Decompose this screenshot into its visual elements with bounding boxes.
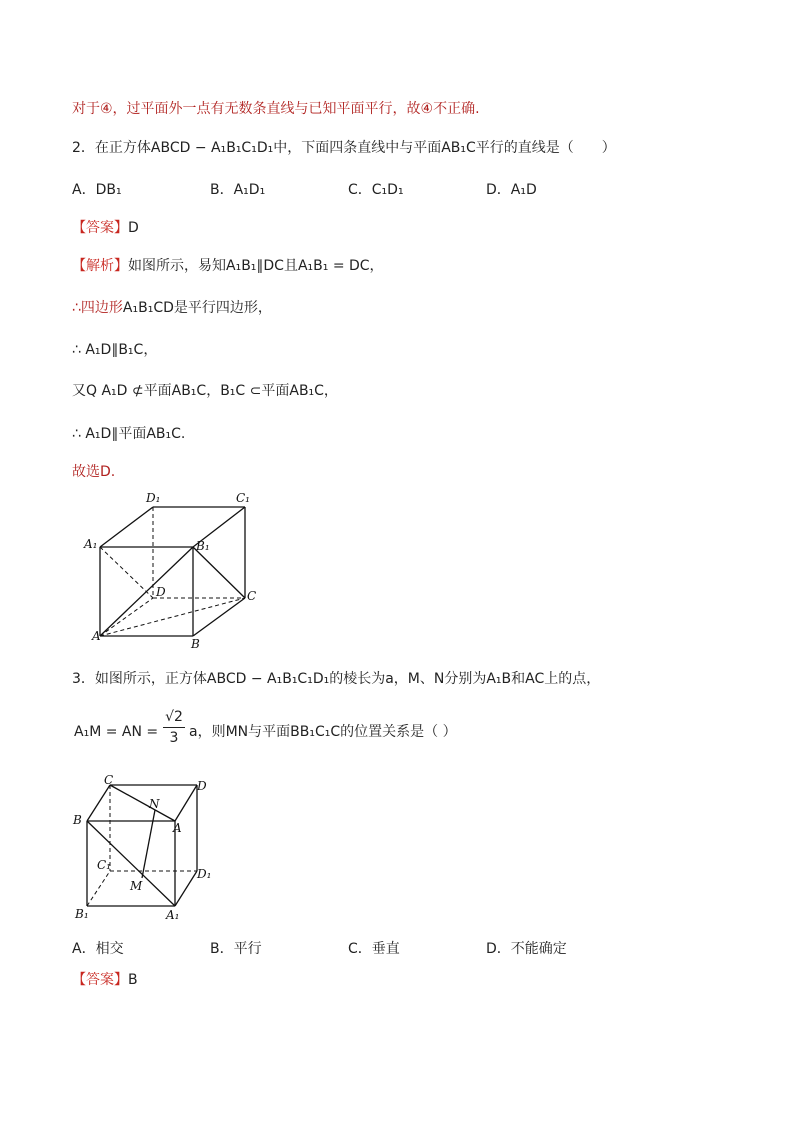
fig1-label-C1: C₁ — [236, 491, 250, 505]
q3-fraction-numerator: √2 — [165, 709, 183, 725]
analysis-line-6: 故选D. — [72, 464, 116, 480]
fig1-label-B1: B₁ — [196, 539, 210, 553]
cube-figure-2 — [70, 772, 230, 922]
q2-option-c: C．C₁D₁ — [348, 182, 404, 198]
question-3-line-1: 3．如图所示，正方体ABCD − A₁B₁C₁D₁的棱长为a，M、N分别为A₁B和AC上的点， — [72, 671, 601, 687]
answer-tag-2: 【答案】 — [72, 972, 128, 988]
fig1-label-B: B — [191, 637, 200, 651]
q3-fraction — [161, 708, 187, 747]
analysis-tag: 【解析】 — [72, 258, 128, 274]
q2-option-a: A．DB₁ — [72, 182, 122, 198]
fig1-label-A1: A₁ — [84, 537, 98, 551]
analysis-line-2 — [72, 298, 272, 318]
q3-fraction-denominator: 3 — [169, 730, 179, 746]
analysis-line-1 — [72, 256, 384, 276]
analysis-text-1: 如图所示，易知A₁B₁∥DC且A₁B₁ = DC， — [128, 258, 384, 274]
fig2-label-D1: D₁ — [197, 867, 212, 881]
intro-text: 对于④，过平面外一点有无数条直线与已知平面平行，故④不正确. — [72, 101, 480, 117]
fig1-label-D1: D₁ — [146, 491, 161, 505]
q2-option-b: B．A₁D₁ — [210, 182, 266, 198]
q3-option-a: A．相交 — [72, 941, 124, 957]
q3-option-d: D．不能确定 — [486, 941, 567, 957]
fig1-label-C: C — [247, 589, 257, 603]
answer-tag: 【答案】 — [72, 220, 128, 236]
fig2-label-C1: C₁ — [97, 858, 111, 872]
analysis-text-2a: ∴四边形 — [72, 300, 123, 316]
question-3-line-2b: a，则MN与平面BB₁C₁C的位置关系是（ ） — [189, 724, 457, 740]
fig2-label-C: C — [104, 773, 114, 787]
fig2-label-A: A — [173, 821, 182, 835]
fig1-label-A: A — [92, 629, 101, 643]
analysis-line-4: 又Q A₁D ⊄平面AB₁C，B₁C ⊂平面AB₁C， — [72, 383, 338, 399]
fig2-label-M: M — [130, 879, 143, 893]
q3-fraction-bar — [163, 727, 185, 728]
fig2-label-B1: B₁ — [75, 907, 89, 921]
analysis-line-5: ∴ A₁D∥平面AB₁C. — [72, 426, 186, 442]
q3-option-b: B．平行 — [210, 941, 262, 957]
fig2-label-A1: A₁ — [166, 908, 180, 922]
q3-answer-value: B — [128, 972, 138, 988]
fig1-label-D: D — [156, 585, 166, 599]
question-2-text: 2．在正方体ABCD − A₁B₁C₁D₁中，下面四条直线中与平面AB₁C平行的直线是（ ） — [72, 140, 616, 156]
q3-answer — [72, 970, 138, 990]
fig2-label-N: N — [149, 797, 160, 811]
q3-option-c: C．垂直 — [348, 941, 400, 957]
fig2-label-B: B — [73, 813, 82, 827]
q2-answer-value: D — [128, 220, 139, 236]
analysis-text-2b: A₁B₁CD是平行四边形， — [122, 300, 272, 316]
question-3-line-2a: A₁M = AN = — [74, 724, 159, 740]
analysis-line-3: ∴ A₁D∥B₁C， — [72, 342, 158, 358]
cube-figure-1 — [80, 490, 280, 650]
q2-answer — [72, 218, 139, 238]
q2-option-d: D．A₁D — [486, 182, 537, 198]
fig2-label-D: D — [197, 779, 207, 793]
